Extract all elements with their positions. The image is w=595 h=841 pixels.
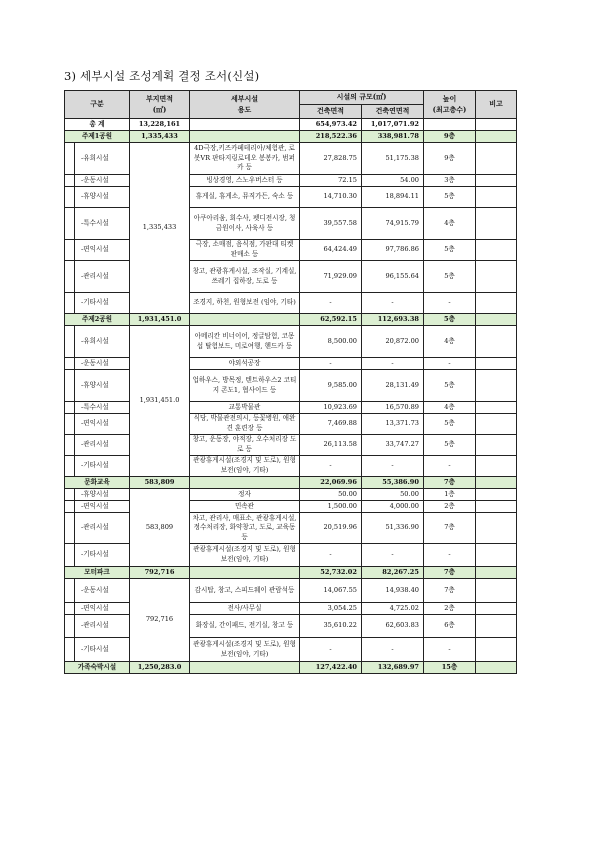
indent-cell [65,143,75,175]
group-row [65,131,517,143]
indent-cell [65,326,75,358]
floor-area-cell: 74,915.79 [362,208,424,240]
group-row [65,567,517,579]
floor-area-cell: 28,131.49 [362,370,424,402]
indent-cell [65,187,75,208]
building-area-cell: - [300,456,362,477]
height-cell: 6층 [424,615,476,638]
floor-area-cell: - [362,293,424,314]
building-area-cell: - [300,544,362,567]
header-height-label: 높이 [442,94,457,104]
remarks-cell [476,240,517,261]
row-label: 주제1공원 [65,131,130,143]
height-cell: - [424,638,476,662]
site-area-cell: 792,716 [130,567,190,579]
remarks-cell [476,402,517,414]
facility-name-cell: -휴양시설 [75,489,130,501]
remarks-cell [476,143,517,175]
indent-cell [65,402,75,414]
facility-name-cell: -편익시설 [75,603,130,615]
floor-area-cell: 51,175.38 [362,143,424,175]
indent-cell [65,435,75,456]
facility-use-cell: 업하우스, 방목정, 텐트하우스2 코티지 콘도1, 협사이드 등 [190,370,300,402]
height-cell: 5층 [424,370,476,402]
indent-cell [65,240,75,261]
floor-area-cell: 132,689.97 [362,662,424,674]
facility-use-cell: 휴게실, 휴게소, 뮤직가든, 숙소 등 [190,187,300,208]
header-facility-label: 세부시설 [230,94,259,104]
height-cell: - [424,293,476,314]
facility-use-cell [190,131,300,143]
facility-use-cell [190,477,300,489]
building-area-cell: 127,422.40 [300,662,362,674]
header-site-area-unit: (㎡) [152,104,167,114]
facility-use-cell: 민속관 [190,501,300,513]
height-cell: 7층 [424,579,476,603]
building-area-cell: 27,828.75 [300,143,362,175]
facility-name-cell: -관리시설 [75,513,130,544]
merged-site-area-cell: 1,931,451.0 [130,326,190,477]
remarks-cell [476,501,517,513]
height-cell: 7층 [424,477,476,489]
indent-cell [65,544,75,567]
total-row [65,119,517,131]
height-cell [424,119,476,131]
indent-cell [65,261,75,293]
building-area-cell: 10,923.69 [300,402,362,414]
height-cell: 9층 [424,131,476,143]
height-cell: 4층 [424,208,476,240]
floor-area-cell: 4,000.00 [362,501,424,513]
facility-name-cell: -관리시설 [75,261,130,293]
table-row [65,489,517,501]
remarks-cell [476,435,517,456]
facility-use-cell: 조경지, 하천, 원형보전 (임야, 기타) [190,293,300,314]
remarks-cell [476,544,517,567]
facility-name-cell: -편익시설 [75,414,130,435]
facility-use-cell: 차고, 관리사, 매표소, 관광휴게시설, 정수처리장, 화약창고, 도로, 교육동 등 [190,513,300,544]
indent-cell [65,603,75,615]
remarks-cell [476,477,517,489]
remarks-cell [476,119,517,131]
group-row [65,477,517,489]
height-cell: 5층 [424,240,476,261]
indent-cell [65,175,75,187]
building-area-cell: - [300,358,362,370]
facility-use-cell: 교통박물관 [190,402,300,414]
site-area-cell: 13,228,161 [130,119,190,131]
indent-cell [65,501,75,513]
height-cell: 5층 [424,435,476,456]
facility-use-cell: 야외석공장 [190,358,300,370]
building-area-cell: 14,067.55 [300,579,362,603]
facility-use-cell: 아쿠아리움, 회수사, 펫디전시장, 청금원이사, 사육사 등 [190,208,300,240]
height-cell: 2층 [424,501,476,513]
row-label: 총 계 [65,119,130,131]
header-site-area [130,91,190,119]
floor-area-cell: - [362,456,424,477]
indent-cell [65,615,75,638]
floor-area-cell: 338,981.78 [362,131,424,143]
group-row [65,314,517,326]
floor-area-cell: 50.00 [362,489,424,501]
building-area-cell: 52,732.02 [300,567,362,579]
floor-area-cell: 16,570.89 [362,402,424,414]
building-area-cell: 64,424.49 [300,240,362,261]
remarks-cell [476,414,517,435]
floor-area-cell: - [362,358,424,370]
facility-name-cell: -휴양시설 [75,370,130,402]
height-cell: - [424,358,476,370]
header-height-sub: (최고층수) [432,104,467,114]
building-area-cell: - [300,293,362,314]
facility-name-cell: -편익시설 [75,501,130,513]
facility-name-cell: -관리시설 [75,615,130,638]
facility-name-cell: -유희시설 [75,326,130,358]
height-cell: 3층 [424,175,476,187]
facility-plan-table [64,90,517,674]
remarks-cell [476,456,517,477]
floor-area-cell: 33,747.27 [362,435,424,456]
header-remarks: 비고 [476,91,517,119]
table-row [65,326,517,358]
building-area-cell: 35,610.22 [300,615,362,638]
row-label: 주제2공원 [65,314,130,326]
facility-use-cell: 화장실, 간이패드, 전기실, 창고 등 [190,615,300,638]
header-floor-area: 건축연면적 [362,105,424,119]
facility-use-cell: 관광휴게시설(조경지 및 도로), 원형보전(임야, 기타) [190,638,300,662]
lodging-row [65,662,517,674]
site-area-cell: 1,250,283.0 [130,662,190,674]
indent-cell [65,513,75,544]
facility-use-cell: 아메리칸 비너이어, 정글탐험, 코몽섭 탈험보드, 미로여행, 헨드카 등 [190,326,300,358]
floor-area-cell: 96,155.64 [362,261,424,293]
facility-use-cell: 감시탑, 창고, 스피드웨이 관람석등 [190,579,300,603]
building-area-cell: 7,469.88 [300,414,362,435]
facility-use-cell [190,314,300,326]
facility-name-cell: -유희시설 [75,143,130,175]
building-area-cell: - [300,638,362,662]
floor-area-cell: 82,267.25 [362,567,424,579]
building-area-cell: 1,500.00 [300,501,362,513]
indent-cell [65,358,75,370]
height-cell: 5층 [424,414,476,435]
merged-site-area-cell: 792,716 [130,579,190,662]
building-area-cell: 9,585.00 [300,370,362,402]
indent-cell [65,579,75,603]
table-row [65,579,517,603]
height-cell: 5층 [424,261,476,293]
header-facility [190,91,300,119]
height-cell: 5층 [424,187,476,208]
height-cell: - [424,544,476,567]
facility-use-cell: 관광휴게시설(조경지 및 도로), 원형보전(임야, 기타) [190,456,300,477]
site-area-cell: 1,335,433 [130,131,190,143]
height-cell: - [424,456,476,477]
facility-name-cell: -편익시설 [75,240,130,261]
building-area-cell: 20,519.96 [300,513,362,544]
row-label: 가족숙박시설 [65,662,130,674]
facility-name-cell: -특수시설 [75,402,130,414]
indent-cell [65,208,75,240]
remarks-cell [476,293,517,314]
floor-area-cell: 54.00 [362,175,424,187]
floor-area-cell: - [362,544,424,567]
remarks-cell [476,208,517,240]
site-area-cell: 583,809 [130,477,190,489]
remarks-cell [476,615,517,638]
facility-name-cell: -기타시설 [75,544,130,567]
floor-area-cell: 97,786.86 [362,240,424,261]
merged-site-area-cell: 583,809 [130,489,190,567]
indent-cell [65,638,75,662]
remarks-cell [476,326,517,358]
remarks-cell [476,187,517,208]
facility-name-cell: -기타시설 [75,293,130,314]
header-scale: 시설의 규모(㎡) [300,91,424,105]
facility-use-cell [190,119,300,131]
floor-area-cell: 18,894.11 [362,187,424,208]
facility-use-cell: 4D극장,키즈카페테리아/체험관, 로봇VR 판타지링로데오 봉봉카, 범퍼카 등 [190,143,300,175]
header-building-area: 건축면적 [300,105,362,119]
indent-cell [65,456,75,477]
facility-use-cell: 관광휴게시설(조경지 및 도로), 원형보전(임야, 기타) [190,544,300,567]
facility-name-cell: -휴양시설 [75,187,130,208]
building-area-cell: 8,500.00 [300,326,362,358]
header-facility-use: 용도 [237,104,252,114]
building-area-cell: 39,557.58 [300,208,362,240]
facility-use-cell: 정자 [190,489,300,501]
floor-area-cell: 4,725.02 [362,603,424,615]
facility-use-cell: 극장, 소매점, 음식점, 가판대 티켓 판매소 등 [190,240,300,261]
building-area-cell: 62,592.15 [300,314,362,326]
remarks-cell [476,370,517,402]
height-cell: 4층 [424,326,476,358]
floor-area-cell: - [362,638,424,662]
building-area-cell: 72.15 [300,175,362,187]
header-division: 구분 [65,91,130,119]
facility-use-cell: 전사/사무실 [190,603,300,615]
facility-name-cell: -관리시설 [75,435,130,456]
building-area-cell: 14,710.30 [300,187,362,208]
indent-cell [65,370,75,402]
floor-area-cell: 112,693.38 [362,314,424,326]
indent-cell [65,489,75,501]
remarks-cell [476,175,517,187]
facility-use-cell [190,567,300,579]
building-area-cell: 50.00 [300,489,362,501]
facility-use-cell: 창고, 관광휴게시설, 조작실, 기계실, 쓰레기 집하장, 도로 등 [190,261,300,293]
remarks-cell [476,638,517,662]
floor-area-cell: 13,371.73 [362,414,424,435]
indent-cell [65,414,75,435]
row-label: 모터파크 [65,567,130,579]
remarks-cell [476,662,517,674]
building-area-cell: 22,069.96 [300,477,362,489]
row-label: 문화교육 [65,477,130,489]
table-row [65,143,517,175]
building-area-cell: 218,522.36 [300,131,362,143]
remarks-cell [476,513,517,544]
floor-area-cell: 51,336.90 [362,513,424,544]
site-area-cell: 1,931,451.0 [130,314,190,326]
floor-area-cell: 14,938.40 [362,579,424,603]
remarks-cell [476,131,517,143]
floor-area-cell: 20,872.00 [362,326,424,358]
remarks-cell [476,314,517,326]
remarks-cell [476,358,517,370]
header-site-area-label: 부지면적 [145,94,174,104]
height-cell: 2층 [424,603,476,615]
height-cell: 7층 [424,513,476,544]
height-cell: 1층 [424,489,476,501]
height-cell: 9층 [424,143,476,175]
facility-name-cell: -운동시설 [75,579,130,603]
facility-use-cell: 빙상경영, 스노우버스터 등 [190,175,300,187]
height-cell: 4층 [424,402,476,414]
facility-name-cell: -특수시설 [75,208,130,240]
facility-use-cell: 창고, 운동장, 야적장, 오수처리장 도로 등 [190,435,300,456]
building-area-cell: 26,113.58 [300,435,362,456]
merged-site-area-cell: 1,335,433 [130,143,190,314]
height-cell: 15층 [424,662,476,674]
floor-area-cell: 1,017,071.92 [362,119,424,131]
floor-area-cell: 55,386.90 [362,477,424,489]
remarks-cell [476,603,517,615]
page-title: 3) 세부시설 조성계획 결정 조서(신설) [64,69,260,83]
facility-use-cell: 식당, 박물관전의시, 등꽃병원, 애완견 훈련장 등 [190,414,300,435]
facility-use-cell [190,662,300,674]
facility-name-cell: -기타시설 [75,456,130,477]
remarks-cell [476,261,517,293]
floor-area-cell: 62,603.83 [362,615,424,638]
remarks-cell [476,567,517,579]
building-area-cell: 3,054.25 [300,603,362,615]
facility-name-cell: -기타시설 [75,638,130,662]
height-cell: 5층 [424,314,476,326]
facility-name-cell: -운동시설 [75,175,130,187]
indent-cell [65,293,75,314]
height-cell: 7층 [424,567,476,579]
building-area-cell: 71,929.09 [300,261,362,293]
facility-name-cell: -운동시설 [75,358,130,370]
building-area-cell: 654,973.42 [300,119,362,131]
header-height [424,91,476,119]
remarks-cell [476,579,517,603]
remarks-cell [476,489,517,501]
